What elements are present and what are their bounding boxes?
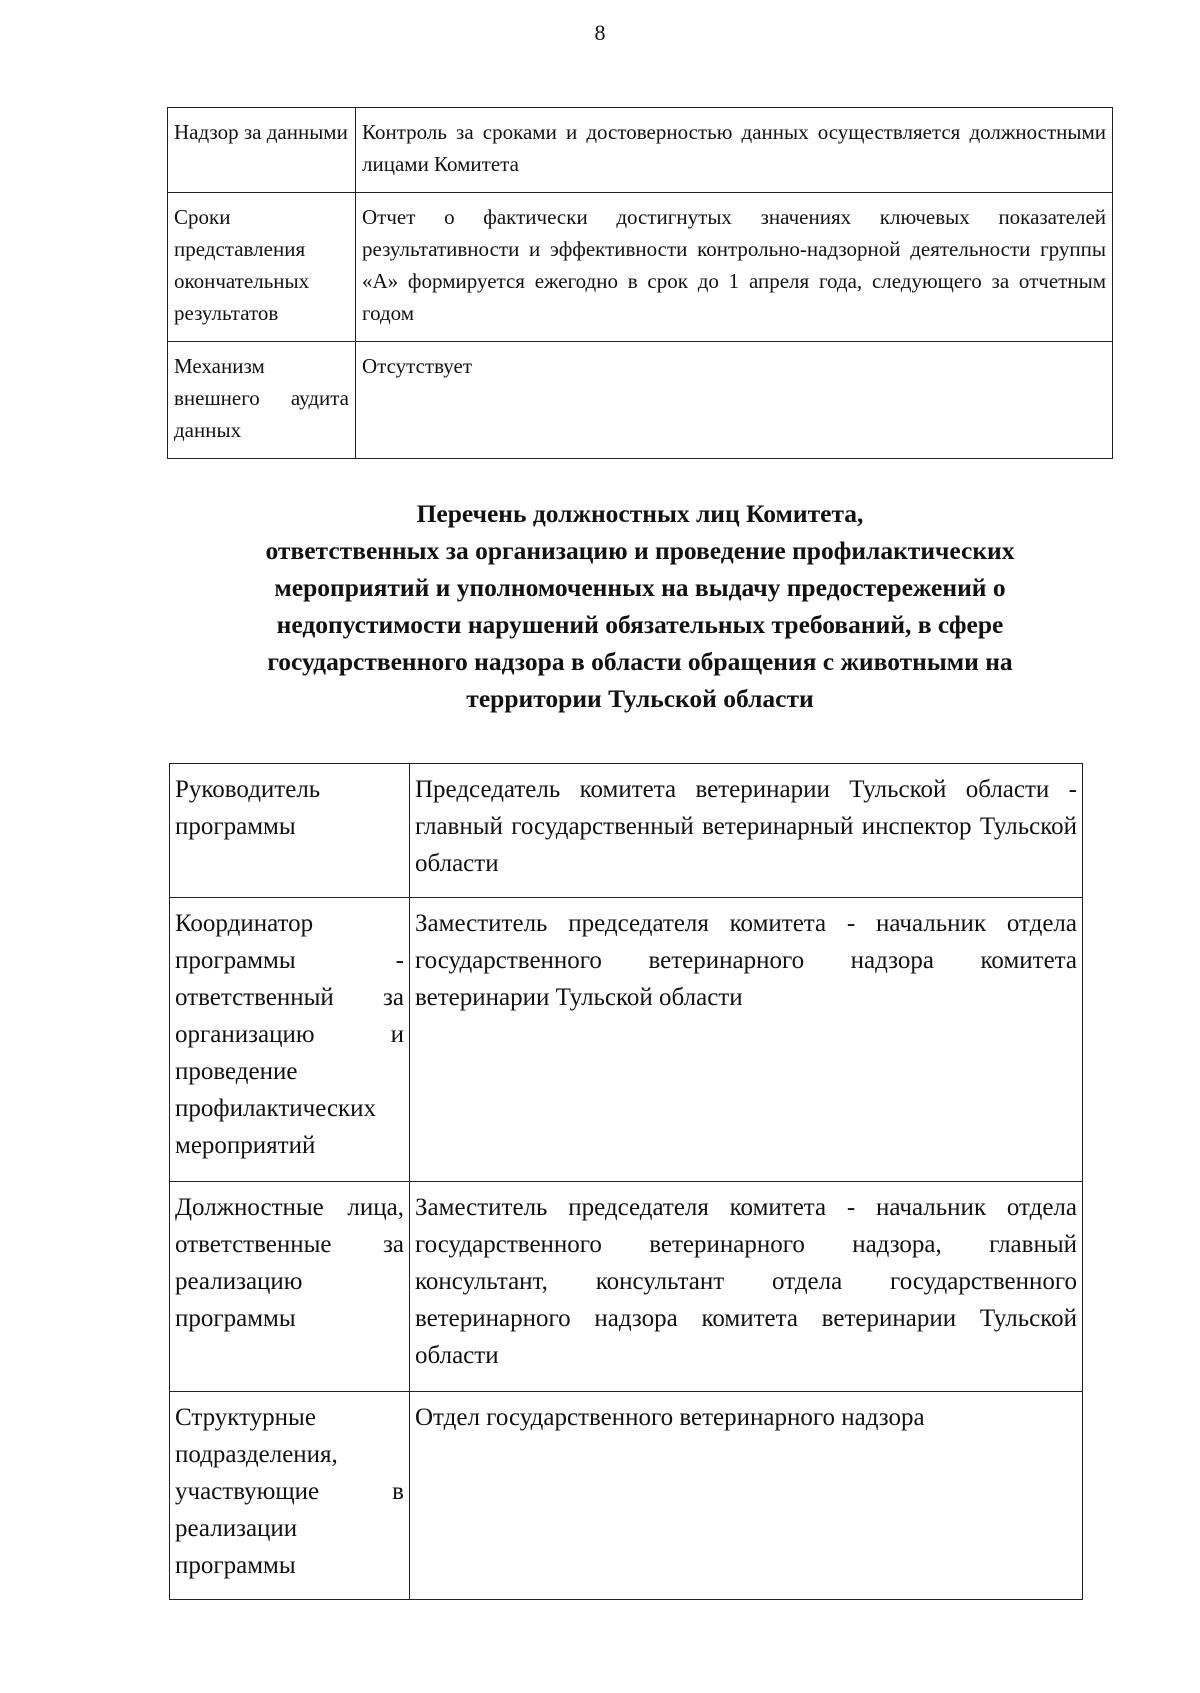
row-label: Структурные подразделения, участвующие в реализации программы [170,1392,410,1600]
heading-line: мероприятий и уполномоченных на выдачу предостережений о [274,573,1006,602]
section-heading [170,495,1110,717]
heading-line: Перечень должностных лиц Комитета, [416,499,864,528]
row-label: Руководитель программы [170,764,410,898]
row-value: Отсутствует [356,342,1113,459]
heading-line: территории Тульской области [466,684,814,713]
row-label: Надзор за данными [168,108,356,193]
row-value: Заместитель председателя комитета - начальник отдела государственного ветеринарного надзора комитета ветеринарии Тульской области [410,898,1083,1182]
heading-line: недопустимости нарушений обязательных требований, в сфере [276,610,1004,639]
table-row [168,193,1113,342]
table-row [170,898,1083,1182]
data-oversight-table [167,107,1113,459]
row-label: Сроки представления окончательных результатов [168,193,356,342]
table-row [170,764,1083,898]
row-value: Председатель комитета ветеринарии Тульской области - главный государственный ветеринарный инспектор Тульской области [410,764,1083,898]
table-row [168,342,1113,459]
table-row [170,1182,1083,1392]
table-row [168,108,1113,193]
heading-line: ответственных за организацию и проведение профилактических [265,536,1015,565]
heading-line: государственного надзора в области обращения с животными на [267,647,1013,676]
page-number: 8 [594,20,606,45]
row-value: Отчет о фактически достигнутых значениях ключевых показателей результативности и эффективности контрольно-надзорной деятельности группы «А» формируется ежегодно в срок до 1 апреля года, следующего за отчетным годом [356,193,1113,342]
row-label: Координатор программы - ответственный за организацию и проведение профилактических мероприятий [170,898,410,1182]
responsible-officials-table [169,763,1083,1600]
table-row [170,1392,1083,1600]
row-label: Механизм внешнего аудита данных [168,342,356,459]
row-value: Отдел государственного ветеринарного надзора [410,1392,1083,1600]
row-value: Заместитель председателя комитета - начальник отдела государственного ветеринарного надзора, главный консультант, консультант отдела государственного ветеринарного надзора комитета ветеринарии Тульской области [410,1182,1083,1392]
row-value: Контроль за сроками и достоверностью данных осуществляется должностными лицами Комитета [356,108,1113,193]
row-label: Должностные лица, ответственные за реализацию программы [170,1182,410,1392]
